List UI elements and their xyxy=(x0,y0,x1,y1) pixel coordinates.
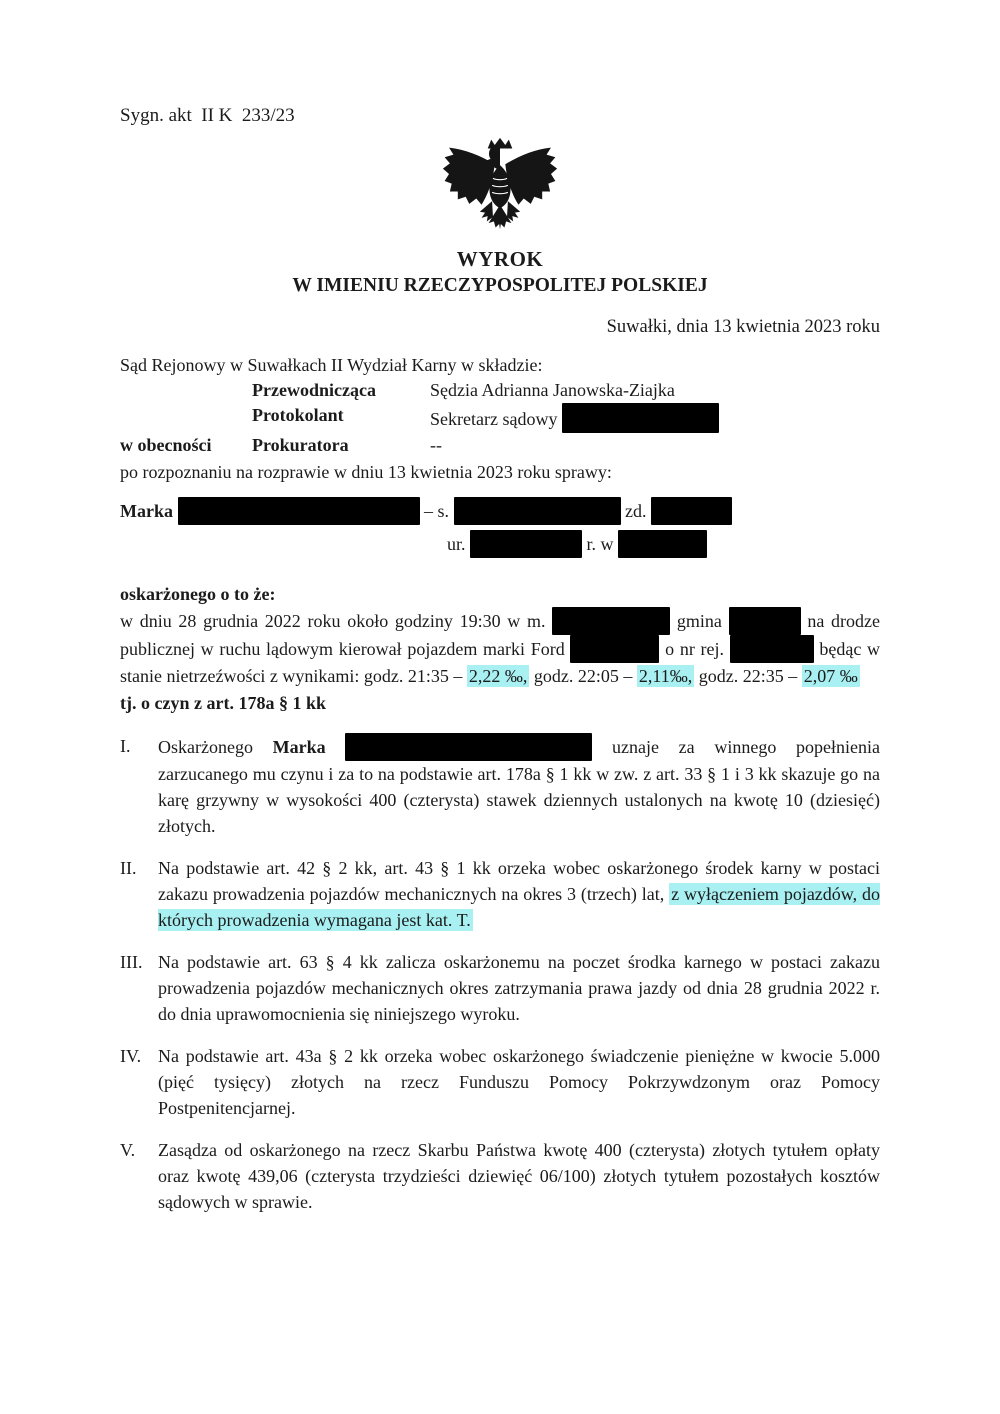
redaction-block xyxy=(178,497,420,525)
maiden-prefix: zd. xyxy=(625,501,647,521)
redaction-block xyxy=(562,403,719,433)
verdict-item-5 xyxy=(120,1137,880,1215)
verdict-item-4 xyxy=(120,1043,880,1121)
accusation-text: godz. 22:05 – xyxy=(533,666,633,686)
presiding-label: Przewodnicząca xyxy=(252,380,376,400)
redaction-block xyxy=(651,497,732,525)
highlight-result-3: 2,07 ‰ xyxy=(803,666,858,686)
son-prefix: – s. xyxy=(424,501,450,521)
item-number: V. xyxy=(120,1140,136,1160)
accusation-paragraph xyxy=(120,607,880,690)
verdict-item-1 xyxy=(120,733,880,839)
defendant-name-bold: Marka xyxy=(272,737,326,757)
prosecutor-value: -- xyxy=(430,435,442,455)
polish-eagle-emblem xyxy=(442,136,558,240)
item-number: IV. xyxy=(120,1046,142,1066)
accusation-text: będąc w stanie nietrzeźwości z wynikami: godz. 21:35 – xyxy=(120,639,881,686)
place-date-line: Suwałki, dnia 13 kwietnia 2023 roku xyxy=(606,317,880,337)
redaction-block xyxy=(454,497,621,525)
panel-row-clerk xyxy=(120,403,880,433)
prosecutor-label: Prokuratora xyxy=(252,435,349,455)
accusation-header: oskarżonego o to że: xyxy=(120,584,276,604)
case-number: Sygn. akt II K 233/23 xyxy=(120,105,295,126)
born-prefix: ur. xyxy=(447,534,466,554)
item-text: Na podstawie art. 42 § 2 kk, art. 43 § 1 kk orzeka wobec oskarżonego środek karny w postaci zakazu prowadzenia pojazdów mechanicznych na okres 3 (trzech) lat, z wyłączeniem pojazdów, do których prowadzenia wymagana jest kat. T. xyxy=(158,858,880,930)
redaction-block xyxy=(618,530,707,558)
accusation-text: o nr rej. xyxy=(665,639,724,659)
redaction-block xyxy=(552,607,670,635)
defendant-name: Marka xyxy=(120,501,173,521)
judgment-title: WYROK xyxy=(456,247,544,271)
highlight-result-1: 2,22 ‰, xyxy=(468,666,528,686)
eagle-right-wing xyxy=(505,148,557,205)
hearing-line: po rozpoznaniu na rozprawie w dniu 13 kwietnia 2023 roku sprawy: xyxy=(120,462,612,482)
defendant-line-1 xyxy=(120,495,880,528)
redaction-block xyxy=(345,733,592,761)
eagle-left-wing xyxy=(443,148,495,205)
clerk-value: Sekretarz sądowy xyxy=(430,409,558,429)
redaction-block xyxy=(730,635,814,663)
item-text: Oskarżonego Marka uznaje za winnego popełnienia zarzucanego mu czynu i za to na podstawie art. 178a § 1 kk w zw. z art. 33 § 1 i 3 kk skazuje go na karę grzywny w wysokości 400 (czterysta) stawek dziennych ustalonych na kwotę 10 (dziesięć) złotych. xyxy=(158,733,880,839)
presence-label: w obecności xyxy=(120,435,212,455)
item-number: II. xyxy=(120,858,137,878)
highlight-exclusion: z wyłączeniem pojazdów, do których prowadzenia wymagana jest kat. T. xyxy=(158,884,880,930)
judgment-subtitle: W IMIENIU RZECZYPOSPOLITEJ POLSKIEJ xyxy=(292,275,708,296)
panel-row-prosecutor xyxy=(120,433,880,458)
accusation-text: w dniu 28 grudnia 2022 roku około godziny 19:30 w m. xyxy=(120,611,546,631)
legal-qualification: tj. o czyn z art. 178a § 1 kk xyxy=(120,693,326,713)
item-text: Na podstawie art. 43a § 2 kk orzeka wobec oskarżonego świadczenie pieniężne w kwocie 5.000 (pięć tysięcy) złotych na rzecz Funduszu Pomocy Pokrzywdzonym oraz Pomocy Postpenitencjarnej. xyxy=(158,1046,880,1118)
accusation-text: na drodze publicznej w ruchu lądowym kierował pojazdem marki Ford xyxy=(120,611,880,659)
redaction-block xyxy=(570,635,659,663)
clerk-label: Protokolant xyxy=(252,405,344,425)
item-text: Na podstawie art. 63 § 4 kk zalicza oskarżonemu na poczet środka karnego w postaci zakazu prowadzenia pojazdów mechanicznych okres zatrzymania prawa jazdy od dnia 28 grudnia 2022 r. do dnia uprawomocnienia się niniejszego wyroku. xyxy=(158,952,880,1024)
verdict-item-2 xyxy=(120,855,880,933)
court-panel xyxy=(120,378,880,458)
item-number: III. xyxy=(120,952,143,972)
born-mid: r. w xyxy=(586,534,614,554)
highlight-result-2: 2,11‰, xyxy=(638,666,693,686)
defendant-line-2 xyxy=(120,528,880,561)
item-number: I. xyxy=(120,736,131,756)
defendant-block xyxy=(120,495,880,561)
emblem-container xyxy=(120,136,880,240)
panel-row-presiding xyxy=(120,378,880,403)
redaction-block xyxy=(729,607,801,635)
item-text: Zasądza od oskarżonego na rzecz Skarbu Państwa kwotę 400 (czterysta) złotych tytułem opłaty oraz kwotę 439,06 (czterysta trzydzieści dziewięć 06/100) złotych tytułem pozostałych kosztów sądowych w sprawie. xyxy=(158,1140,880,1212)
accusation-text: godz. 22:35 – xyxy=(698,666,798,686)
accusation-text: gmina xyxy=(676,611,722,631)
redaction-block xyxy=(470,530,582,558)
presiding-judge-name: Sędzia Adrianna Janowska-Ziajka xyxy=(430,380,675,400)
court-composition-intro: Sąd Rejonowy w Suwałkach II Wydział Karny w składzie: xyxy=(120,355,543,375)
verdict-item-3 xyxy=(120,949,880,1027)
